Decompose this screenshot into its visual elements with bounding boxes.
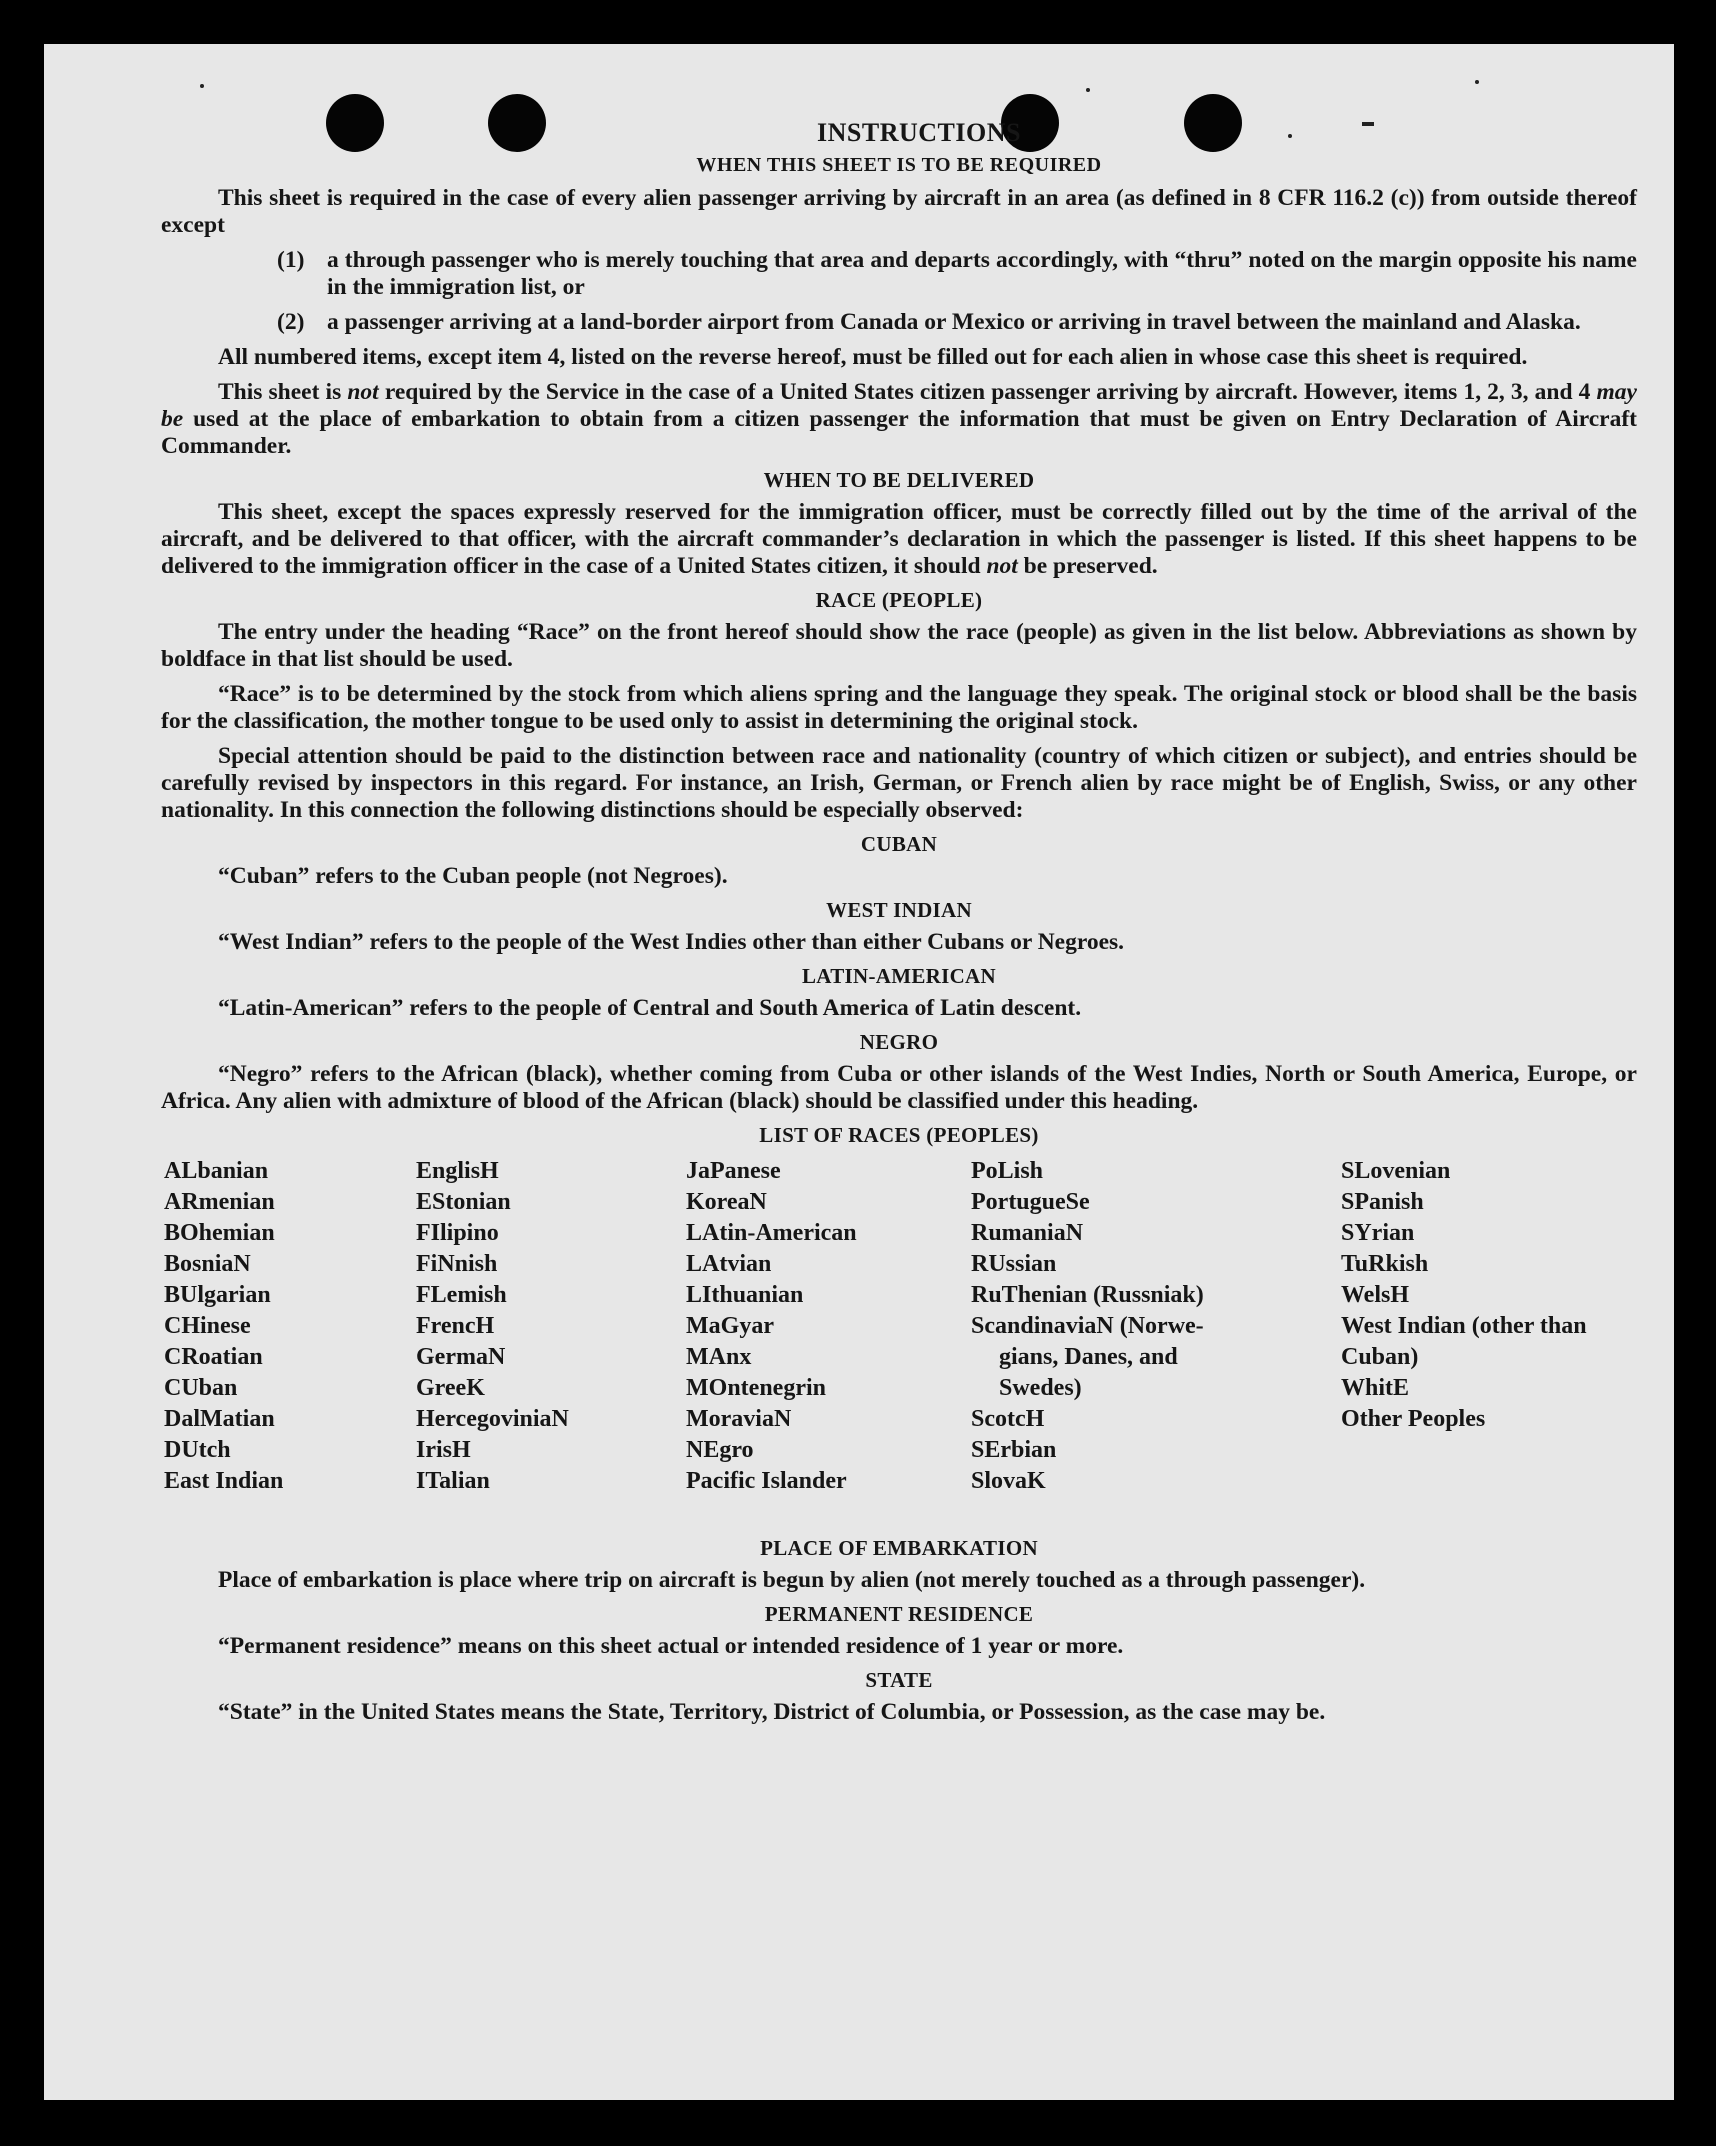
race-entry: ScotcH xyxy=(971,1406,1045,1432)
race-entry: KoreaN xyxy=(686,1189,767,1215)
delivery-paragraph: This sheet, except the spaces expressly reserved for the immigration officer, must be correctly filled out by the time of the arrival of the aircraft, and be delivered to that officer, with the aircraft commander’s declaration in which the passenger is listed. If this sheet happens to be delivered to the immigration officer in the case of a United States citizen, it should not be preserved. xyxy=(161,499,1637,579)
race-entry: RuThenian (Russniak) xyxy=(971,1282,1204,1308)
west-indian-paragraph: “West Indian” refers to the people of the West Indies other than either Cubans or Negroes. xyxy=(218,929,1125,955)
negro-paragraph: “Negro” refers to the African (black), whether coming from Cuba or other islands of the West Indies, North or South America, Europe, or Africa. Any alien with admixture of blood of the African (black) should be classified under this heading. xyxy=(161,1061,1637,1114)
section-title: NEGRO xyxy=(859,1030,939,1054)
embarkation-paragraph: Place of embarkation is place where trip on aircraft is begun by alien (not merely touched as a through passenger). xyxy=(218,1567,1366,1593)
speck xyxy=(1475,80,1479,84)
race-entry: LAtin-American xyxy=(686,1220,857,1246)
race-paragraph: The entry under the heading “Race” on the front hereof should show the race (people) as given in the list below. Abbreviations as shown by boldface in that list should be used. xyxy=(161,619,1637,672)
race-entry: EnglisH xyxy=(416,1158,499,1184)
latin-american-paragraph: “Latin-American” refers to the people of Central and South America of Latin descent. xyxy=(218,995,1082,1021)
race-entry: Other Peoples xyxy=(1341,1406,1486,1432)
race-entry: SYrian xyxy=(1341,1220,1415,1246)
race-entry: FiNnish xyxy=(416,1251,498,1277)
race-entry: CUban xyxy=(164,1375,238,1401)
race-entry: ALbanian xyxy=(164,1158,269,1184)
cuban-paragraph: “Cuban” refers to the Cuban people (not Negroes). xyxy=(218,863,728,889)
race-entry: East Indian xyxy=(164,1468,284,1494)
state-paragraph: “State” in the United States means the State, Territory, District of Columbia, or Possession, as the case may be. xyxy=(218,1699,1326,1725)
race-entry: FIlipino xyxy=(416,1220,499,1246)
races-column xyxy=(416,1156,569,1497)
section-title: WHEN TO BE DELIVERED xyxy=(763,468,1035,492)
race-entry: MoraviaN xyxy=(686,1406,792,1432)
race-entry: BUlgarian xyxy=(164,1282,271,1308)
section-title: WHEN THIS SHEET IS TO BE REQUIRED xyxy=(696,154,1102,176)
item-text: a through passenger who is merely touching that area and departs accordingly, with “thru” noted on the margin opposite his name in the immigration list, or xyxy=(327,247,1637,300)
race-entry: IrisH xyxy=(416,1437,471,1463)
races-column xyxy=(686,1156,857,1497)
races-column xyxy=(971,1156,1271,1497)
section-title: WEST INDIAN xyxy=(826,898,972,922)
race-entry: FLemish xyxy=(416,1282,507,1308)
race-entry: LAtvian xyxy=(686,1251,772,1277)
race-entry: LIthuanian xyxy=(686,1282,804,1308)
race-entry: JaPanese xyxy=(686,1158,781,1184)
race-entry: TuRkish xyxy=(1341,1251,1429,1277)
race-entry: SLovenian xyxy=(1341,1158,1451,1184)
page-title: INSTRUCTIONS xyxy=(817,118,1021,147)
race-entry: West Indian (other than Cuban) xyxy=(1341,1313,1587,1370)
race-entry: CHinese xyxy=(164,1313,251,1339)
race-entry: ARmenian xyxy=(164,1189,275,1215)
section-title: CUBAN xyxy=(860,832,938,856)
item-number: (1) xyxy=(277,247,305,273)
race-entry: ScandinaviaN (Norwe- xyxy=(971,1313,1204,1339)
item-number: (2) xyxy=(277,309,305,335)
races-column xyxy=(1341,1156,1591,1435)
race-entry: HercegoviniaN xyxy=(416,1406,569,1432)
numbered-items-paragraph: All numbered items, except item 4, listed on the reverse hereof, must be filled out for each alien in whose case this sheet is required. xyxy=(218,344,1528,370)
instructions-body xyxy=(161,118,1637,1734)
race-entry: SErbian xyxy=(971,1437,1057,1463)
race-entry: NEgro xyxy=(686,1437,754,1463)
race-entry: Swedes) xyxy=(999,1375,1082,1401)
race-entry: GreeK xyxy=(416,1375,485,1401)
race-entry: Pacific Islander xyxy=(686,1468,847,1494)
races-column xyxy=(164,1156,283,1497)
race-entry: GermaN xyxy=(416,1344,506,1370)
race-entry: RUssian xyxy=(971,1251,1057,1277)
race-entry: DUtch xyxy=(164,1437,231,1463)
race-entry: BOhemian xyxy=(164,1220,275,1246)
section-title: LATIN-AMERICAN xyxy=(802,964,996,988)
race-entry: WhitE xyxy=(1341,1375,1410,1401)
citizen-paragraph: This sheet is not required by the Service in the case of a United States citizen passenger arriving by aircraft. However, items 1, 2, 3, and 4 may be used at the place of embarkation to obtain from a citizen passenger the information that must be given on Entry Declaration of Aircraft Commander. xyxy=(161,379,1637,459)
race-entry: SlovaK xyxy=(971,1468,1046,1494)
section-title: RACE (PEOPLE) xyxy=(815,588,983,612)
section-title: PLACE OF EMBARKATION xyxy=(760,1536,1038,1560)
race-entry: FrencH xyxy=(416,1313,495,1339)
section-title: PERMANENT RESIDENCE xyxy=(764,1602,1034,1626)
races-list xyxy=(161,1156,1637,1528)
section-title: LIST OF RACES (PEOPLES) xyxy=(759,1123,1039,1147)
race-entry: ITalian xyxy=(416,1468,490,1494)
race-entry: MOntenegrin xyxy=(686,1375,826,1401)
race-entry: SPanish xyxy=(1341,1189,1424,1215)
item-text: a passenger arriving at a land-border airport from Canada or Mexico or arriving in travel between the mainland and Alaska. xyxy=(327,309,1581,335)
speck xyxy=(1086,88,1090,92)
race-entry: MAnx xyxy=(686,1344,752,1370)
race-entry: WelsH xyxy=(1341,1282,1410,1308)
intro-paragraph: This sheet is required in the case of every alien passenger arriving by aircraft in an area (as defined in 8 CFR 116.2 (c)) from outside thereof except xyxy=(161,185,1637,238)
speck xyxy=(200,84,204,88)
document-page xyxy=(44,44,1674,2100)
race-entry: gians, Danes, and xyxy=(999,1344,1178,1370)
exception-item xyxy=(161,309,1637,336)
race-entry: BosniaN xyxy=(164,1251,251,1277)
race-entry: PortugueSe xyxy=(971,1189,1090,1215)
residence-paragraph: “Permanent residence” means on this sheet actual or intended residence of 1 year or more. xyxy=(218,1633,1124,1659)
race-paragraph: “Race” is to be determined by the stock from which aliens spring and the language they speak. The original stock or blood shall be the basis for the classification, the mother tongue to be used only to assist in determining the original stock. xyxy=(161,681,1637,734)
race-entry: MaGyar xyxy=(686,1313,774,1339)
race-paragraph: Special attention should be paid to the distinction between race and nationality (country of which citizen or subject), and entries should be carefully revised by inspectors in this regard. For instance, an Irish, German, or French alien by race might be of English, Swiss, or any other nationality. In this connection the following distinctions should be especially observed: xyxy=(161,743,1637,823)
race-entry: CRoatian xyxy=(164,1344,263,1370)
race-entry: RumaniaN xyxy=(971,1220,1084,1246)
race-entry: PoLish xyxy=(971,1158,1044,1184)
exception-item xyxy=(161,247,1637,301)
section-title: STATE xyxy=(865,1668,933,1692)
race-entry: DalMatian xyxy=(164,1406,275,1432)
race-entry: EStonian xyxy=(416,1189,511,1215)
